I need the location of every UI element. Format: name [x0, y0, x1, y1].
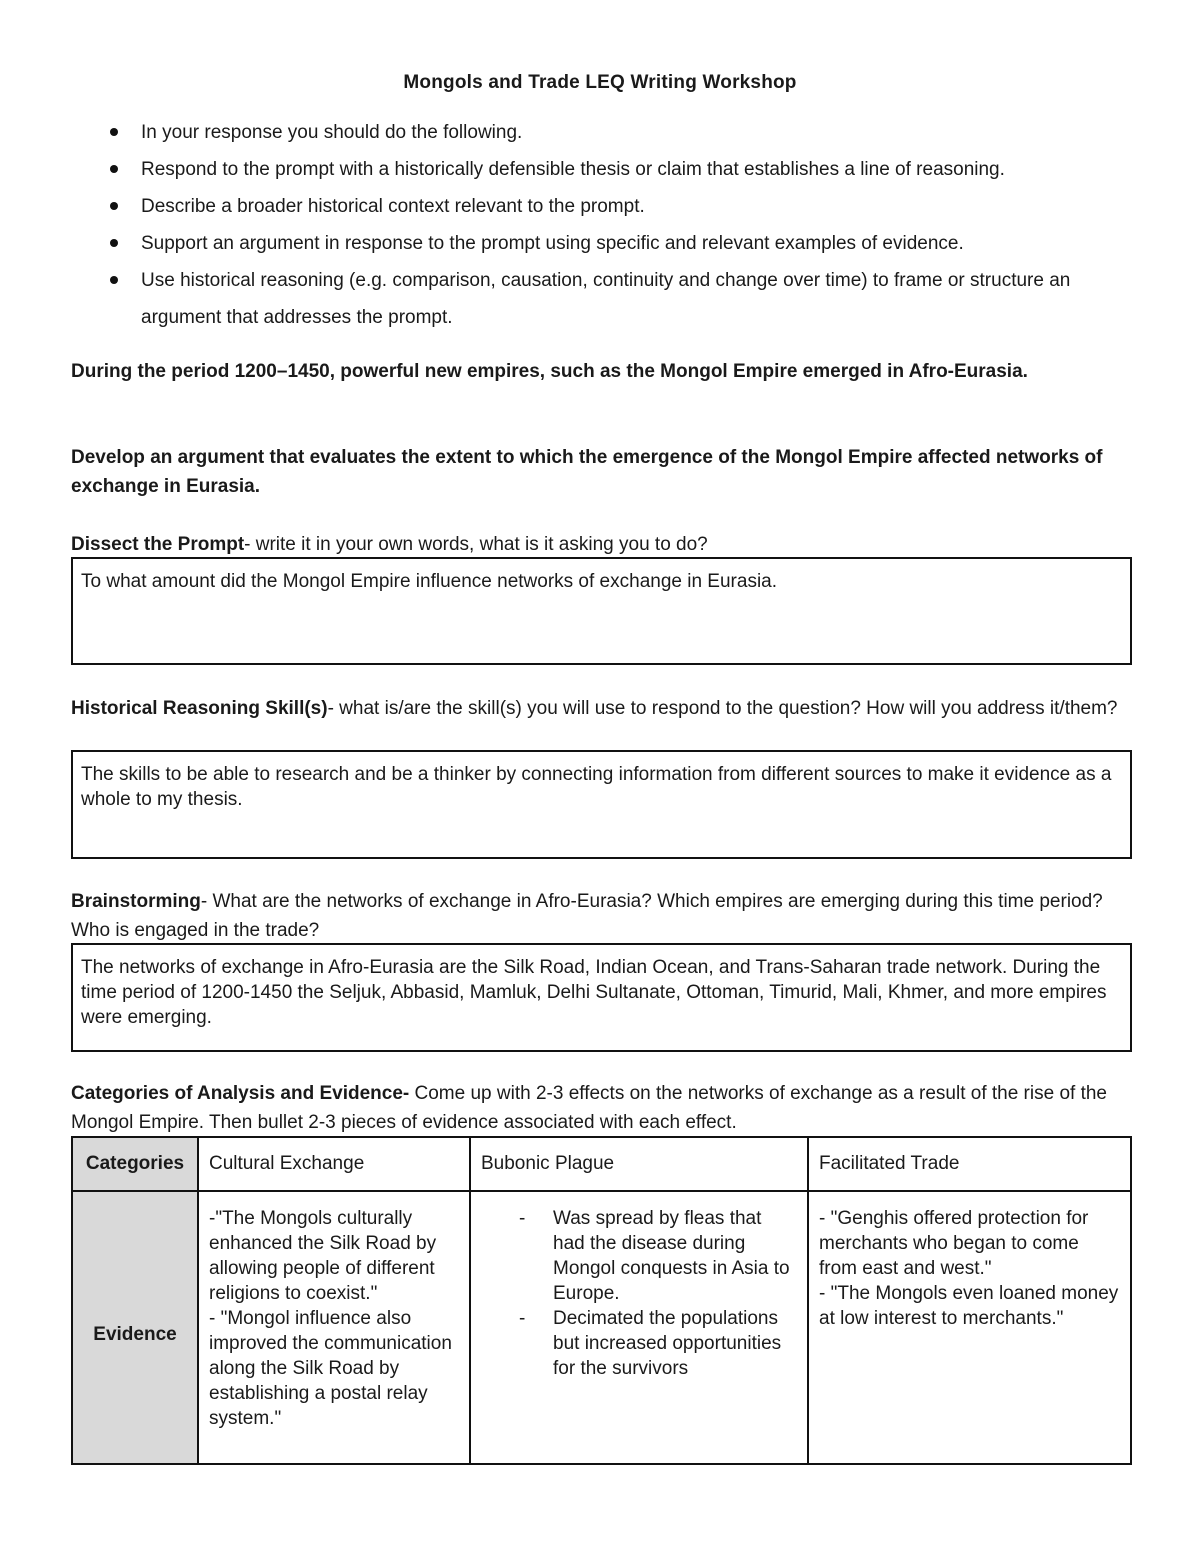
- bullet-icon: [110, 276, 118, 284]
- category-cell-plague[interactable]: Bubonic Plague: [470, 1137, 808, 1191]
- instructions-list: [104, 114, 1144, 336]
- instruction-item: Use historical reasoning (e.g. comparison, causation, continuity and change over time) to frame or structure an argument that addresses the prompt.: [104, 262, 1144, 336]
- bullet-icon: [110, 165, 118, 173]
- evidence-header-cell: Evidence: [72, 1191, 198, 1464]
- instruction-item: In your response you should do the following.: [104, 114, 1144, 151]
- plague-evidence-list: [481, 1206, 797, 1381]
- dissect-heading: Dissect the Prompt: [71, 534, 245, 555]
- evidence-item: - "The Mongols even loaned money at low interest to merchants.": [819, 1283, 1119, 1329]
- analysis-table: [71, 1136, 1132, 1465]
- evidence-item: -"The Mongols culturally enhanced the Silk Road by allowing people of different religions to coexist.": [209, 1208, 437, 1304]
- analysis-question: Come up with 2-3 effects on the networks of exchange as a result of the rise of the Mongol Empire. Then bullet 2-3 pieces of evidence associated with each effect.: [71, 1083, 1107, 1133]
- bullet-icon: [110, 128, 118, 136]
- dash-bullet: -: [519, 1308, 526, 1329]
- category-cell-cultural[interactable]: Cultural Exchange: [198, 1137, 470, 1191]
- reasoning-label: [71, 694, 1141, 723]
- prompt-context: During the period 1200–1450, powerful new empires, such as the Mongol Empire emerged in Afro-Eurasia.: [71, 361, 1028, 382]
- categories-header-cell: Categories: [72, 1137, 198, 1191]
- dash-bullet: -: [519, 1208, 526, 1229]
- instruction-item: Respond to the prompt with a historically defensible thesis or claim that establishes a line of reasoning.: [104, 151, 1144, 188]
- brainstorm-question: - What are the networks of exchange in Afro-Eurasia? Which empires are emerging during this time period? Who is engaged in the trade?: [71, 891, 1103, 941]
- brainstorm-answer-box[interactable]: The networks of exchange in Afro-Eurasia are the Silk Road, Indian Ocean, and Trans-Saharan trade network. During the time period of 1200-1450 the Seljuk, Abbasid, Mamluk, Delhi Sultanate, Ottoman, Timurid, Mali, Khmer, and more empires were emerging.: [71, 943, 1132, 1052]
- reasoning-heading: Historical Reasoning Skill(s): [71, 698, 328, 719]
- evidence-item: - "Mongol influence also improved the communication along the Silk Road by establishing a postal relay system.": [209, 1308, 452, 1429]
- evidence-item: - Was spread by fleas that had the disease during Mongol conquests in Asia to Europe.: [519, 1208, 790, 1304]
- categories-row: [72, 1137, 1131, 1191]
- brainstorm-label: [71, 887, 1141, 945]
- evidence-cell-trade[interactable]: [808, 1191, 1131, 1464]
- analysis-heading: Categories of Analysis and Evidence-: [71, 1083, 410, 1104]
- bullet-icon: [110, 202, 118, 210]
- evidence-cell-cultural[interactable]: [198, 1191, 470, 1464]
- prompt-task: Develop an argument that evaluates the extent to which the emergence of the Mongol Empire affected networks of exchange in Eurasia.: [71, 447, 1103, 497]
- evidence-cell-plague[interactable]: [470, 1191, 808, 1464]
- dissect-answer-box[interactable]: To what amount did the Mongol Empire influence networks of exchange in Eurasia.: [71, 557, 1132, 665]
- worksheet-title: Mongols and Trade LEQ Writing Workshop: [403, 72, 797, 93]
- category-cell-trade[interactable]: Facilitated Trade: [808, 1137, 1131, 1191]
- evidence-item: - Decimated the populations but increased opportunities for the survivors: [519, 1308, 782, 1379]
- dissect-question: - write it in your own words, what is it asking you to do?: [244, 534, 708, 555]
- analysis-label: [71, 1079, 1141, 1137]
- reasoning-answer-box[interactable]: The skills to be able to research and be a thinker by connecting information from different sources to make it evidence as a whole to my thesis.: [71, 750, 1132, 859]
- bullet-icon: [110, 239, 118, 247]
- evidence-row: [72, 1191, 1131, 1464]
- reasoning-question: - what is/are the skill(s) you will use to respond to the question? How will you address it/them?: [327, 698, 1118, 719]
- instruction-item: Support an argument in response to the prompt using specific and relevant examples of evidence.: [104, 225, 1144, 262]
- instruction-item: Describe a broader historical context relevant to the prompt.: [104, 188, 1144, 225]
- dissect-label: [71, 530, 1141, 559]
- brainstorm-heading: Brainstorming: [71, 891, 201, 912]
- evidence-item: - "Genghis offered protection for merchants who began to come from east and west.": [819, 1208, 1089, 1279]
